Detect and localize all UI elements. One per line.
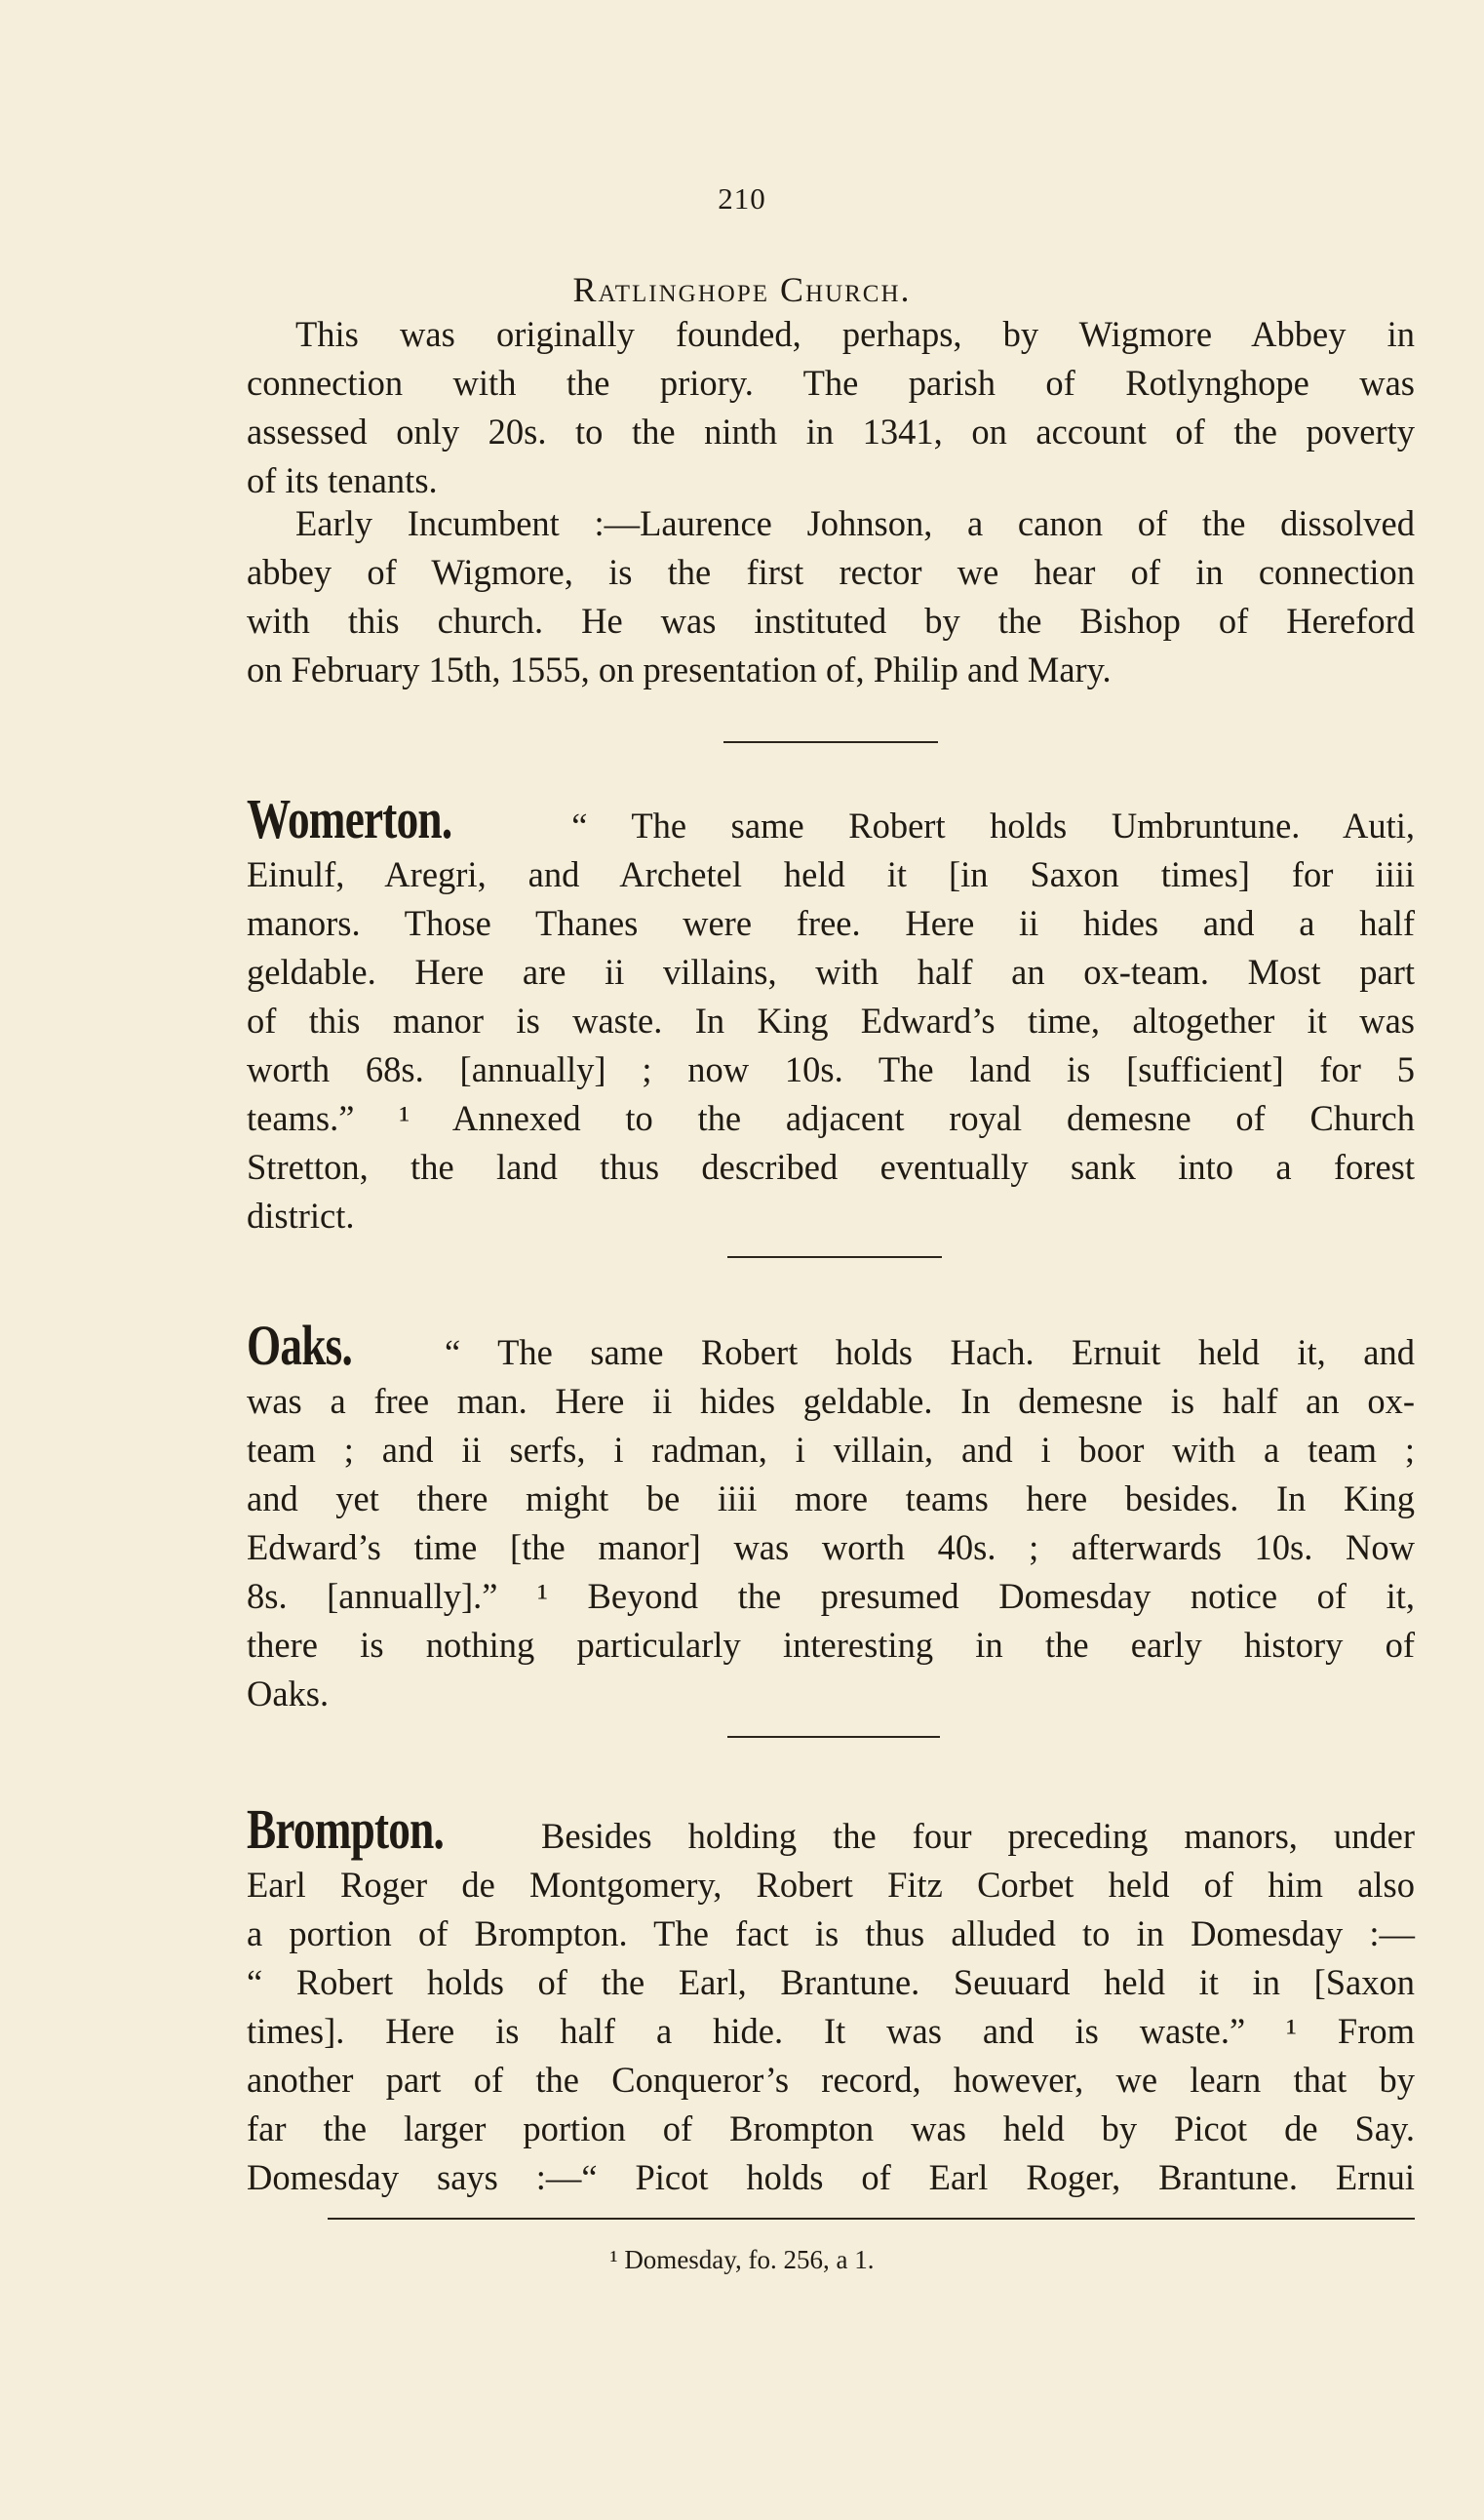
text-line: worth 68s. [annually] ; now 10s. The land is [sufficient] for 5 — [247, 1049, 1415, 1089]
text-line: a portion of Brompton. The fact is thus alluded to in Domesday :— — [247, 1913, 1415, 1953]
text-line: Domesday says :—“ Picot holds of Earl Roger, Brantune. Ernui — [247, 2157, 1415, 2197]
text-line: Einulf, Aregri, and Archetel held it [in Saxon times] for iiii — [247, 854, 1415, 894]
text-line: Early Incumbent :—Laurence Johnson, a canon of the dissolved — [295, 503, 1415, 543]
section-oaks — [247, 1315, 1415, 1718]
text-line: Stretton, the land thus described eventually sank into a forest — [247, 1147, 1415, 1187]
text-line: district. — [247, 1196, 355, 1236]
section-divider — [727, 1256, 942, 1258]
text-line: team ; and ii serfs, i radman, i villain, and i boor with a team ; — [247, 1430, 1415, 1470]
text-line: “ The same Robert holds Umbruntune. Auti, — [571, 806, 1416, 846]
text-line: “ Robert holds of the Earl, Brantune. Seuuard held it in [Saxon — [247, 1962, 1415, 2002]
text-line: This was originally founded, perhaps, by Wigmore Abbey in — [295, 314, 1415, 354]
section-divider — [723, 741, 938, 743]
footnote-rule — [328, 2218, 1415, 2220]
page-number: 210 — [718, 181, 766, 216]
section-heading: Ratlinghope Church. — [572, 270, 912, 309]
text-line: there is nothing particularly interesting in the early history of — [247, 1625, 1415, 1665]
text-line: teams.” ¹ Annexed to the adjacent royal demesne of Church — [247, 1098, 1415, 1138]
text-line: far the larger portion of Brompton was held by Picot de Say. — [247, 2108, 1415, 2148]
section-womerton — [247, 788, 1415, 1240]
text-line: of its tenants. — [247, 460, 438, 500]
section-divider — [727, 1736, 940, 1738]
text-line: with this church. He was instituted by the Bishop of Hereford — [247, 601, 1415, 641]
blackletter-title: Oaks. — [247, 1314, 352, 1377]
text-line: of this manor is waste. In King Edward’s time, altogether it was — [247, 1001, 1415, 1041]
text-line: was a free man. Here ii hides geldable. In demesne is half an ox- — [247, 1381, 1415, 1421]
section-brompton — [247, 1798, 1415, 2202]
text-line: and yet there might be iiii more teams here besides. In King — [247, 1478, 1415, 1518]
paragraph-early-incumbent — [247, 499, 1415, 694]
text-line: times]. Here is half a hide. It was and is waste.” ¹ From — [247, 2011, 1415, 2051]
footnote: ¹ Domesday, fo. 256, a 1. — [609, 2245, 875, 2274]
text-line: another part of the Conqueror’s record, however, we learn that by — [247, 2060, 1415, 2100]
text-line: Edward’s time [the manor] was worth 40s. ; afterwards 10s. Now — [247, 1527, 1415, 1567]
text-line: on February 15th, 1555, on presentation of, Philip and Mary. — [247, 650, 1112, 689]
text-line: Besides holding the four preceding manors, under — [541, 1816, 1416, 1856]
text-line: abbey of Wigmore, is the first rector we hear of in connection — [247, 552, 1415, 592]
text-line: “ The same Robert holds Hach. Ernuit held it, and — [445, 1332, 1416, 1372]
text-line: Oaks. — [247, 1673, 330, 1713]
paragraph-ratlinghope — [247, 310, 1415, 505]
blackletter-title: Womerton. — [247, 787, 452, 850]
text-line: connection with the priory. The parish of Rotlynghope was — [247, 363, 1415, 403]
text-line: assessed only 20s. to the ninth in 1341, on account of the poverty — [247, 412, 1415, 452]
text-line: manors. Those Thanes were free. Here ii hides and a half — [247, 903, 1415, 943]
text-line: geldable. Here are ii villains, with half an ox-team. Most part — [247, 952, 1415, 992]
text-line: 8s. [annually].” ¹ Beyond the presumed Domesday notice of it, — [247, 1576, 1415, 1616]
blackletter-title: Brompton. — [247, 1797, 445, 1861]
text-line: Earl Roger de Montgomery, Robert Fitz Corbet held of him also — [247, 1865, 1415, 1905]
